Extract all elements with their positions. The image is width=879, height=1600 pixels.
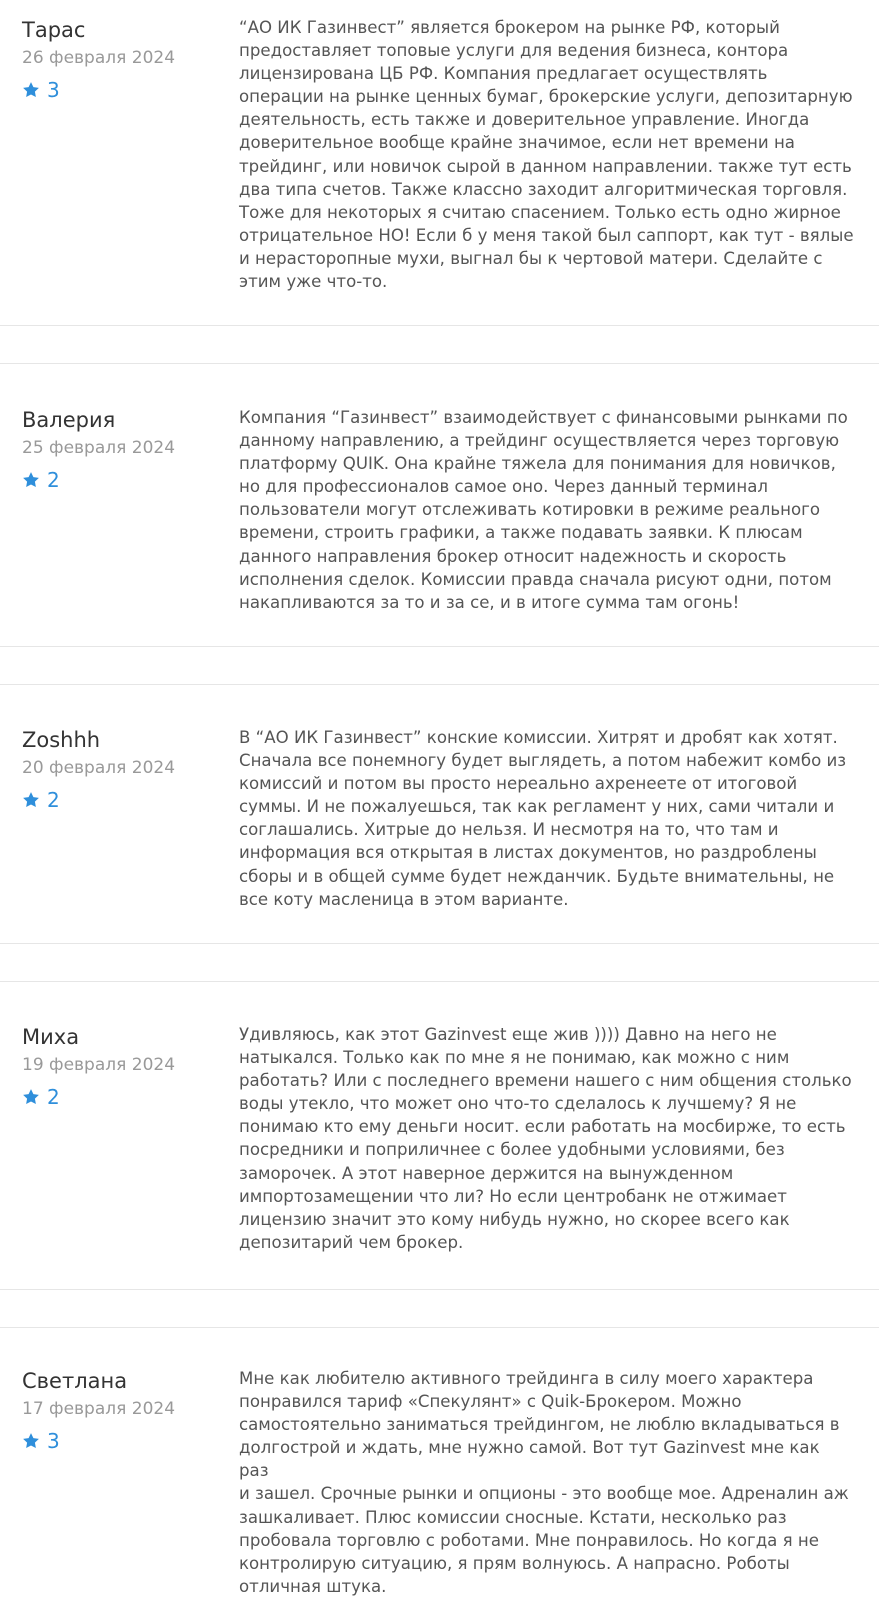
review-text-line: суммы. И не пожалуешься, так как регламент у них, сами читали и (239, 797, 835, 817)
review-text-line: отличная штука. (239, 1576, 387, 1596)
star-icon (22, 791, 40, 809)
review-text-line: воды утекло, что может оно что-то сделалось к лучшему? Я не (239, 1094, 797, 1114)
review-text-line: посредники и поприличнее с более удобными условиями, без (239, 1140, 785, 1160)
review-text-line: лицензию значит это кому нибудь нужно, но скорее всего как (239, 1209, 790, 1229)
review-rating (22, 1085, 175, 1109)
review-text-line: все коту масленица в этом варианте. (239, 889, 569, 909)
review-text-line: этим уже что-то. (239, 272, 388, 292)
star-icon (22, 471, 40, 489)
review-divider (0, 646, 879, 647)
review-text (239, 726, 854, 911)
review-rating (22, 78, 175, 102)
review-text-line: сборы и в общей сумме будет нежданчик. Будьте внимательны, не (239, 866, 835, 886)
review-text-line: отрицательное НО! Если б у меня такой был саппорт, как тут - вялые (239, 225, 854, 245)
review-text-line: данному направлению, а трейдинг осуществляется через торговую (239, 431, 840, 451)
review-text-line: “АО ИК Газинвест” является брокером на рынке РФ, который (239, 18, 780, 37)
review-meta (22, 1368, 175, 1453)
review-meta (22, 17, 175, 102)
review-text-line: два типа счетов. Также классно заходит алгоритмическая торговля. (239, 179, 848, 199)
review-text (239, 1367, 854, 1598)
review-text-line: трейдинг, или новичок сырой в данном направлении. также тут есть (239, 156, 852, 176)
review-text-line: накапливаются за то и за се, и в итоге сумма там огонь! (239, 592, 740, 612)
review-author: Валерия (22, 408, 116, 432)
review-rating (22, 1429, 175, 1453)
review-text-line: и зашел. Срочные рынки и опционы - это вообще мое. Адреналин аж (239, 1484, 849, 1504)
star-icon (22, 81, 40, 99)
review-author: Светлана (22, 1369, 128, 1393)
review-text-line: но для профессионалов самое оно. Через данный терминал (239, 477, 768, 497)
review-divider (0, 325, 879, 326)
review-text-line: Тоже для некоторых я считаю спасением. Только есть одно жирное (239, 202, 841, 222)
review-divider (0, 981, 879, 982)
rating-value: 2 (47, 788, 60, 812)
review-text-line: депозитарий чем брокер. (239, 1232, 464, 1252)
review-text-line: времени, строить графики, а также подавать заявки. К плюсам (239, 523, 803, 543)
review-text-line: доверительное вообще крайне значимое, если нет времени на (239, 133, 795, 153)
review-rating (22, 468, 175, 492)
review-date: 25 февраля 2024 (22, 438, 176, 458)
review-text (239, 406, 854, 614)
review-text-line: данного направления брокер относит надежность и скорость (239, 546, 787, 566)
rating-value: 3 (47, 78, 60, 102)
review-text-line: Удивляюсь, как этот Gazinvest еще жив )))) Давно на него не (239, 1025, 777, 1044)
review-date: 26 февраля 2024 (22, 48, 176, 68)
rating-value: 3 (47, 1429, 60, 1453)
review-text-line: Мне как любителю активного трейдинга в силу моего характера (239, 1369, 814, 1388)
review-text-line: Компания “Газинвест” взаимодействует с финансовыми рынками по (239, 408, 848, 427)
review-text-line: заморочек. А этот наверное держится на вынужденном (239, 1163, 734, 1183)
review-divider (0, 684, 879, 685)
review-text-line: пользователи могут отслеживать котировки в режиме реального (239, 500, 821, 520)
review-text-line: понравился тариф «Спекулянт» с Quik-Брокером. Можно (239, 1392, 742, 1412)
review-text-line: соглашались. Хитрые до нельзя. И несмотря на то, что там и (239, 820, 779, 840)
review-text (239, 1023, 854, 1254)
review-date: 19 февраля 2024 (22, 1055, 176, 1075)
star-icon (22, 1088, 40, 1106)
star-icon (22, 1432, 40, 1450)
review-divider (0, 943, 879, 944)
review-text-line: работать? Или с последнего времени нашего с ним общения столько (239, 1071, 852, 1091)
review-divider (0, 1289, 879, 1290)
review-divider (0, 1327, 879, 1328)
review-text-line: лицензирована ЦБ РФ. Компания предлагает осуществлять (239, 64, 768, 84)
review-text-line: Сначала все понемногу будет выглядеть, а потом набежит комбо из (239, 751, 847, 771)
review-text-line: и нерасторопные мухи, выгнал бы к чертовой матери. Сделайте с (239, 248, 823, 268)
review-rating (22, 788, 175, 812)
review-text (239, 16, 854, 293)
review-text-line: долгострой и ждать, мне нужно самой. Вот тут Gazinvest мне как раз (239, 1438, 820, 1481)
review-text-line: импортозамещении что ли? Но если центробанк не отжимает (239, 1186, 787, 1206)
rating-value: 2 (47, 1085, 60, 1109)
review-meta (22, 1024, 175, 1109)
review-text-line: пробовала торговлю с роботами. Мне понравилось. Но когда я не (239, 1530, 819, 1550)
review-divider (0, 363, 879, 364)
review-meta (22, 727, 175, 812)
review-text-line: В “АО ИК Газинвест” конские комиссии. Хитрят и дробят как хотят. (239, 728, 838, 747)
review-text-line: исполнения сделок. Комиссии правда сначала рисуют одни, потом (239, 569, 832, 589)
review-text-line: комиссий и потом вы просто нереально ахренеете от итоговой (239, 774, 798, 794)
rating-value: 2 (47, 468, 60, 492)
review-text-line: операции на рынке ценных бумаг, брокерские услуги, депозитарную (239, 87, 853, 107)
review-text-line: зашкаливает. Плюс комиссии сносные. Кстати, несколько раз (239, 1507, 787, 1527)
review-text-line: деятельность, есть также и доверительное управление. Иногда (239, 110, 810, 130)
review-author: Тарас (22, 18, 86, 42)
review-text-line: предоставляет топовые услуги для ведения бизнеса, контора (239, 41, 789, 61)
review-meta (22, 407, 175, 492)
review-text-line: платформу QUIK. Она крайне тяжела для понимания для новичков, (239, 454, 836, 474)
review-author: Zoshhh (22, 728, 101, 752)
review-text-line: самостоятельно заниматься трейдингом, не люблю вкладываться в (239, 1415, 840, 1435)
review-date: 17 февраля 2024 (22, 1399, 176, 1419)
review-text-line: натыкался. Только как по мне я не понимаю, как можно с ним (239, 1048, 790, 1068)
review-text-line: контролирую ситуацию, я прям волнуюсь. А напрасно. Роботы (239, 1553, 790, 1573)
review-text-line: понимаю кто ему деньги носит. если работать на мосбирже, то есть (239, 1117, 846, 1137)
review-date: 20 февраля 2024 (22, 758, 176, 778)
review-author: Миха (22, 1025, 80, 1049)
review-text-line: информация вся открытая в листах документов, но раздроблены (239, 843, 817, 863)
